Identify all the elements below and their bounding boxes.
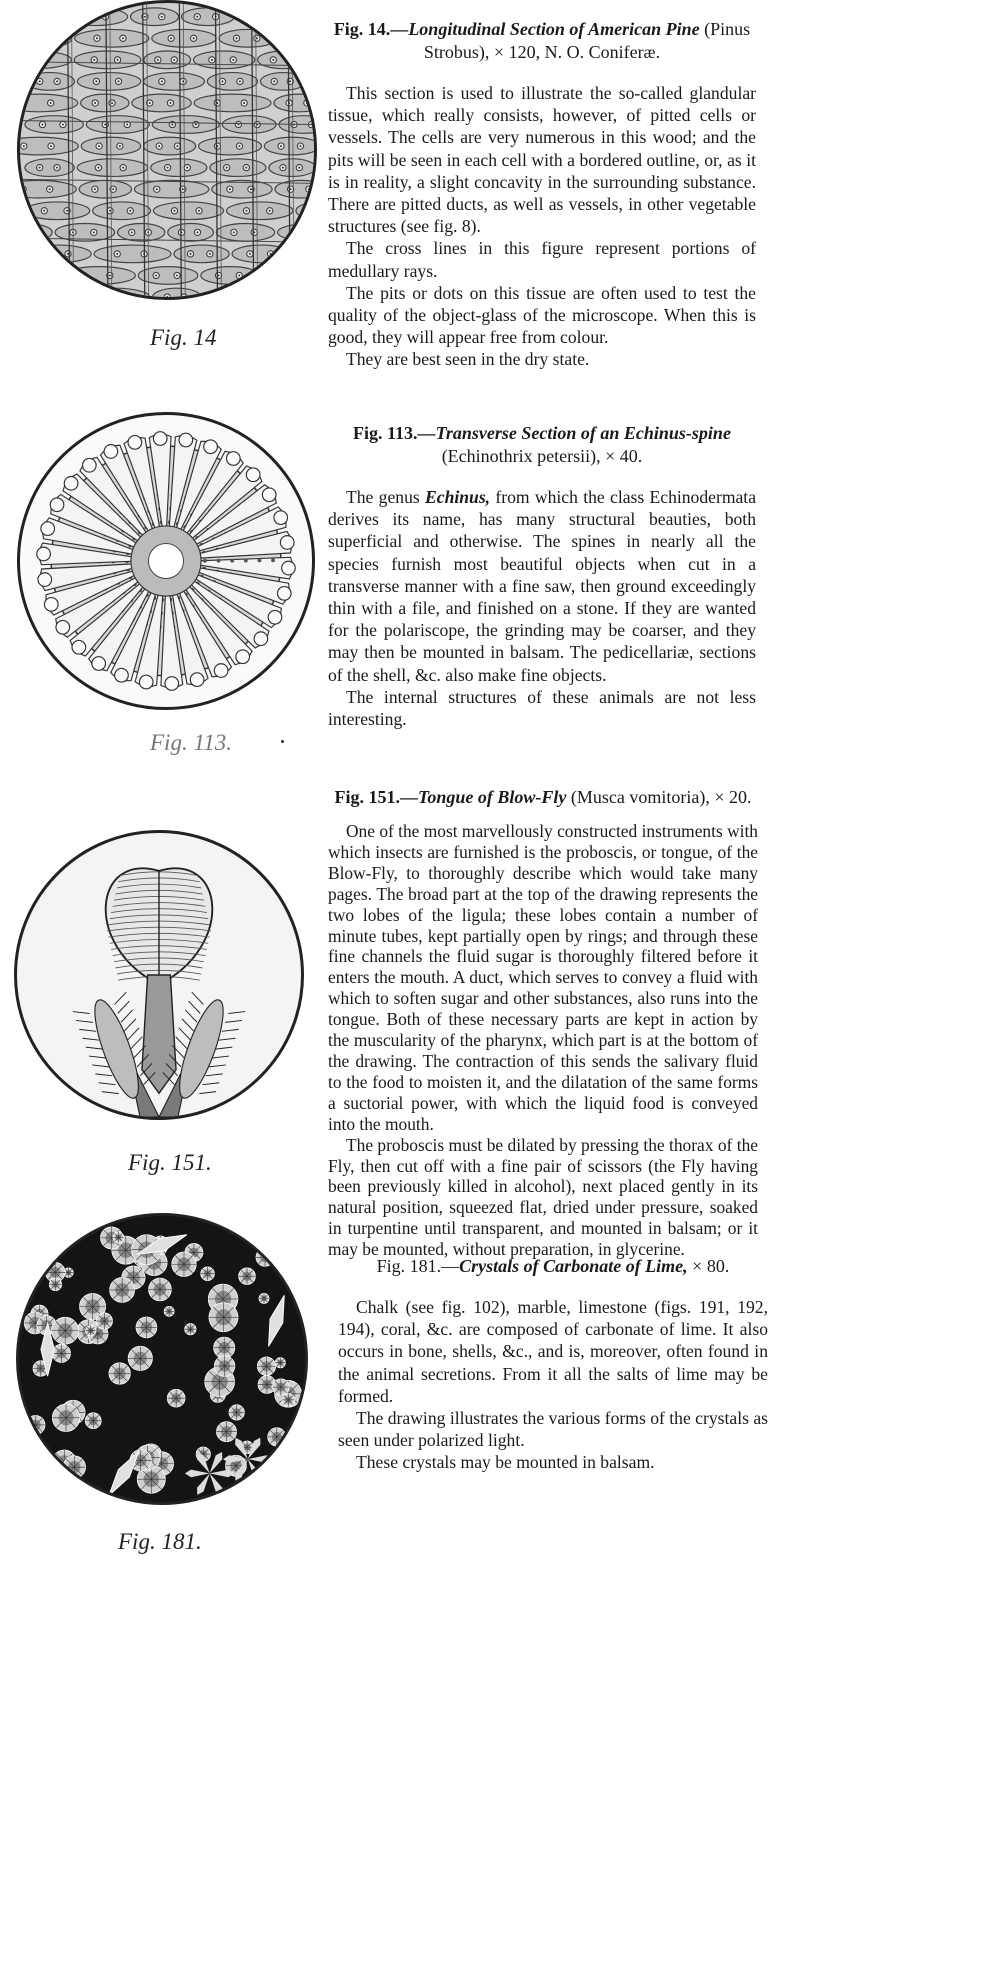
- figure-section-14: [0, 0, 1000, 380]
- pine-cells-drawing: [20, 3, 314, 297]
- figure-caption: [338, 1255, 768, 1278]
- lime-crystals-illustration: [16, 1213, 308, 1505]
- figure-section-181: [0, 1205, 1000, 1585]
- figure-label: Fig. 14: [150, 325, 217, 350]
- echinus-spine-illustration: [17, 412, 315, 710]
- body-paragraph: The internal structures of these animals are not less interesting.: [328, 686, 756, 730]
- body-paragraph: The proboscis must be dilated by pressing the thorax of the Fly, then cut off with a fine pair of scissors (the Fly having been previously killed in alcohol), next placed gently in its natural position, squeezed flat, dried under pressure, soaked in turpentine until transparent, and mounted in balsam; or it may be mounted, without preparation, in glycerine.: [328, 1134, 758, 1260]
- lime-crystals-drawing: [19, 1216, 305, 1502]
- figure-caption: [328, 18, 756, 64]
- body-paragraph: [328, 486, 756, 686]
- figure-label: Fig. 151.: [128, 1150, 212, 1175]
- body-paragraph: The pits or dots on this tissue are often used to test the quality of the object-glass of the microscope. When this is good, they will appear free from colour.: [328, 282, 756, 348]
- stray-mark: [281, 740, 284, 743]
- figure-text-block: [328, 786, 758, 1260]
- caption-rest: (Pinus Strobus), × 120, N. O. Coniferæ.: [423, 19, 751, 62]
- blowfly-tongue-illustration: [14, 830, 304, 1120]
- caption-number: Fig. 151.—: [334, 787, 418, 807]
- figure-text-block: [338, 1255, 768, 1474]
- figure-label: Fig. 181.: [118, 1529, 202, 1554]
- paragraph-text: The genus: [346, 487, 426, 507]
- caption-title: Crystals of Carbonate of Lime,: [459, 1256, 688, 1276]
- figure-text-block: [328, 18, 756, 371]
- body-paragraph: The cross lines in this figure represent portions of medullary rays.: [328, 238, 756, 281]
- caption-title: Tongue of Blow-Fly: [418, 787, 567, 807]
- body-paragraph: This section is used to illustrate the so-called glandular tissue, which really consists, however, of pitted cells or vessels. The cells are very numerous in this wood; and the pits will be seen in each cell with a bordered outline, or, as it is in reality, a slight concavity in the surrounding substance. There are pitted ducts, as well as vessels, in other vegetable structures (see fig. 8).: [328, 83, 756, 237]
- body-paragraph: Chalk (see fig. 102), marble, limestone (figs. 191, 192, 194), coral, &c. are composed of carbonate of lime. It also occurs in bone, shells, &c., and is, moreover, often found in the animal secretions. From it all the salts of lime may be formed.: [338, 1297, 768, 1406]
- caption-number: Fig. 181.—: [376, 1256, 460, 1276]
- paragraph-text: from which the class Echinodermata derives its name, has many structural beauties, both superficial and otherwise. The spines in nearly all the species furnish most beautiful objects when cut in a transverse manner with a fine saw, then ground exceedingly thin with a file, and finished on a stone. If they are wanted for the polariscope, the grinding may be coarser, and they may then be mounted in balsam. The pedicellariæ, sections of the shell, &c. also make fine objects.: [328, 487, 757, 685]
- figure-caption: [328, 786, 758, 809]
- body-paragraph: These crystals may be mounted in balsam.: [356, 1452, 655, 1473]
- caption-rest: (Musca vomitoria), × 20.: [566, 787, 752, 807]
- body-paragraph: They are best seen in the dry state.: [346, 349, 590, 370]
- caption-rest: × 80.: [687, 1256, 730, 1276]
- blowfly-tongue-drawing: [17, 833, 301, 1117]
- figure-section-113: [0, 400, 1000, 780]
- figure-caption: [328, 422, 756, 468]
- pine-section-illustration: [17, 0, 317, 300]
- figure-text-block: [328, 422, 756, 730]
- caption-number: Fig. 14.—: [333, 19, 409, 39]
- body-paragraph: The drawing illustrates the various forms of the crystals as seen under polarized light.: [338, 1408, 768, 1451]
- caption-number: Fig. 113.—: [353, 423, 436, 443]
- figure-section-151: [0, 780, 1000, 1260]
- body-paragraph: One of the most marvellously constructed instruments with which insects are furnished is the proboscis, or tongue, of the Blow-Fly, to thoroughly describe which would take many pages. The broad part at the top of the drawing represents the two lobes of the ligula; these lobes contain a number of minute tubes, kept partially open by rings; and through these fine channels the fluid sugar is thoroughly filtered before it enters the mouth. A duct, which serves to convey a fluid with which to soften sugar and other substances, also runs into the tongue. Both of these necessary parts are kept in action by the muscularity of the pharynx, which part is at the bottom of the drawing. The contraction of this sends the salivary fluid to the food to moisten it, and the dilatation of the same forms a suctorial power, with which the liquid food is conveyed into the mouth.: [328, 821, 758, 1134]
- echinus-spine-drawing: [20, 415, 312, 707]
- caption-title: Longitudinal Section of American Pine: [408, 19, 700, 39]
- figure-label: Fig. 113.: [150, 730, 232, 755]
- genus-name: Echinus,: [425, 487, 491, 507]
- caption-title: Transverse Section of an Echinus-spine: [435, 423, 731, 443]
- caption-rest: (Echinothrix petersii), × 40.: [441, 446, 643, 466]
